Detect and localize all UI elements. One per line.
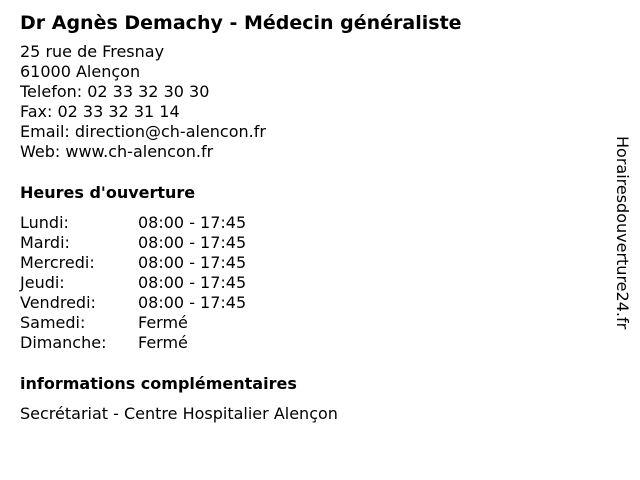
hours-time: 08:00 - 17:45: [138, 273, 247, 292]
page-title: Dr Agnès Demachy - Médecin généraliste: [20, 12, 462, 34]
listing-content: [20, 9, 600, 424]
additional-info-heading: informations complémentaires: [20, 374, 297, 393]
hours-day: Vendredi:: [20, 293, 96, 312]
address-street: 25 rue de Fresnay: [20, 42, 165, 61]
hours-day: Lundi:: [20, 213, 69, 232]
site-brand-vertical: Horairesdouverture24.fr: [613, 136, 632, 330]
website-link[interactable]: Web: www.ch-alencon.fr: [20, 142, 214, 161]
hours-day: Dimanche:: [20, 333, 107, 352]
opening-hours-table: [20, 213, 600, 353]
hours-row: [20, 333, 600, 353]
hours-row: [20, 253, 600, 273]
hours-day: Samedi:: [20, 313, 86, 332]
hours-day: Mardi:: [20, 233, 70, 252]
opening-hours-heading: Heures d'ouverture: [20, 183, 196, 202]
email-address[interactable]: Email: direction@ch-alencon.fr: [20, 122, 266, 141]
hours-row: [20, 233, 600, 253]
hours-row: [20, 213, 600, 233]
hours-time: 08:00 - 17:45: [138, 253, 247, 272]
address-city: 61000 Alençon: [20, 62, 141, 81]
additional-info-text: Secrétariat - Centre Hospitalier Alençon: [20, 404, 338, 423]
hours-time: Fermé: [138, 333, 188, 352]
hours-time: 08:00 - 17:45: [138, 293, 247, 312]
hours-time: 08:00 - 17:45: [138, 233, 247, 252]
hours-row: [20, 293, 600, 313]
hours-row: [20, 313, 600, 333]
hours-time: Fermé: [138, 313, 188, 332]
hours-day: Jeudi:: [20, 273, 65, 292]
hours-row: [20, 273, 600, 293]
fax-number: Fax: 02 33 32 31 14: [20, 102, 180, 121]
contact-block: [20, 42, 600, 162]
hours-day: Mercredi:: [20, 253, 95, 272]
hours-time: 08:00 - 17:45: [138, 213, 247, 232]
phone-number[interactable]: Telefon: 02 33 32 30 30: [20, 82, 210, 101]
